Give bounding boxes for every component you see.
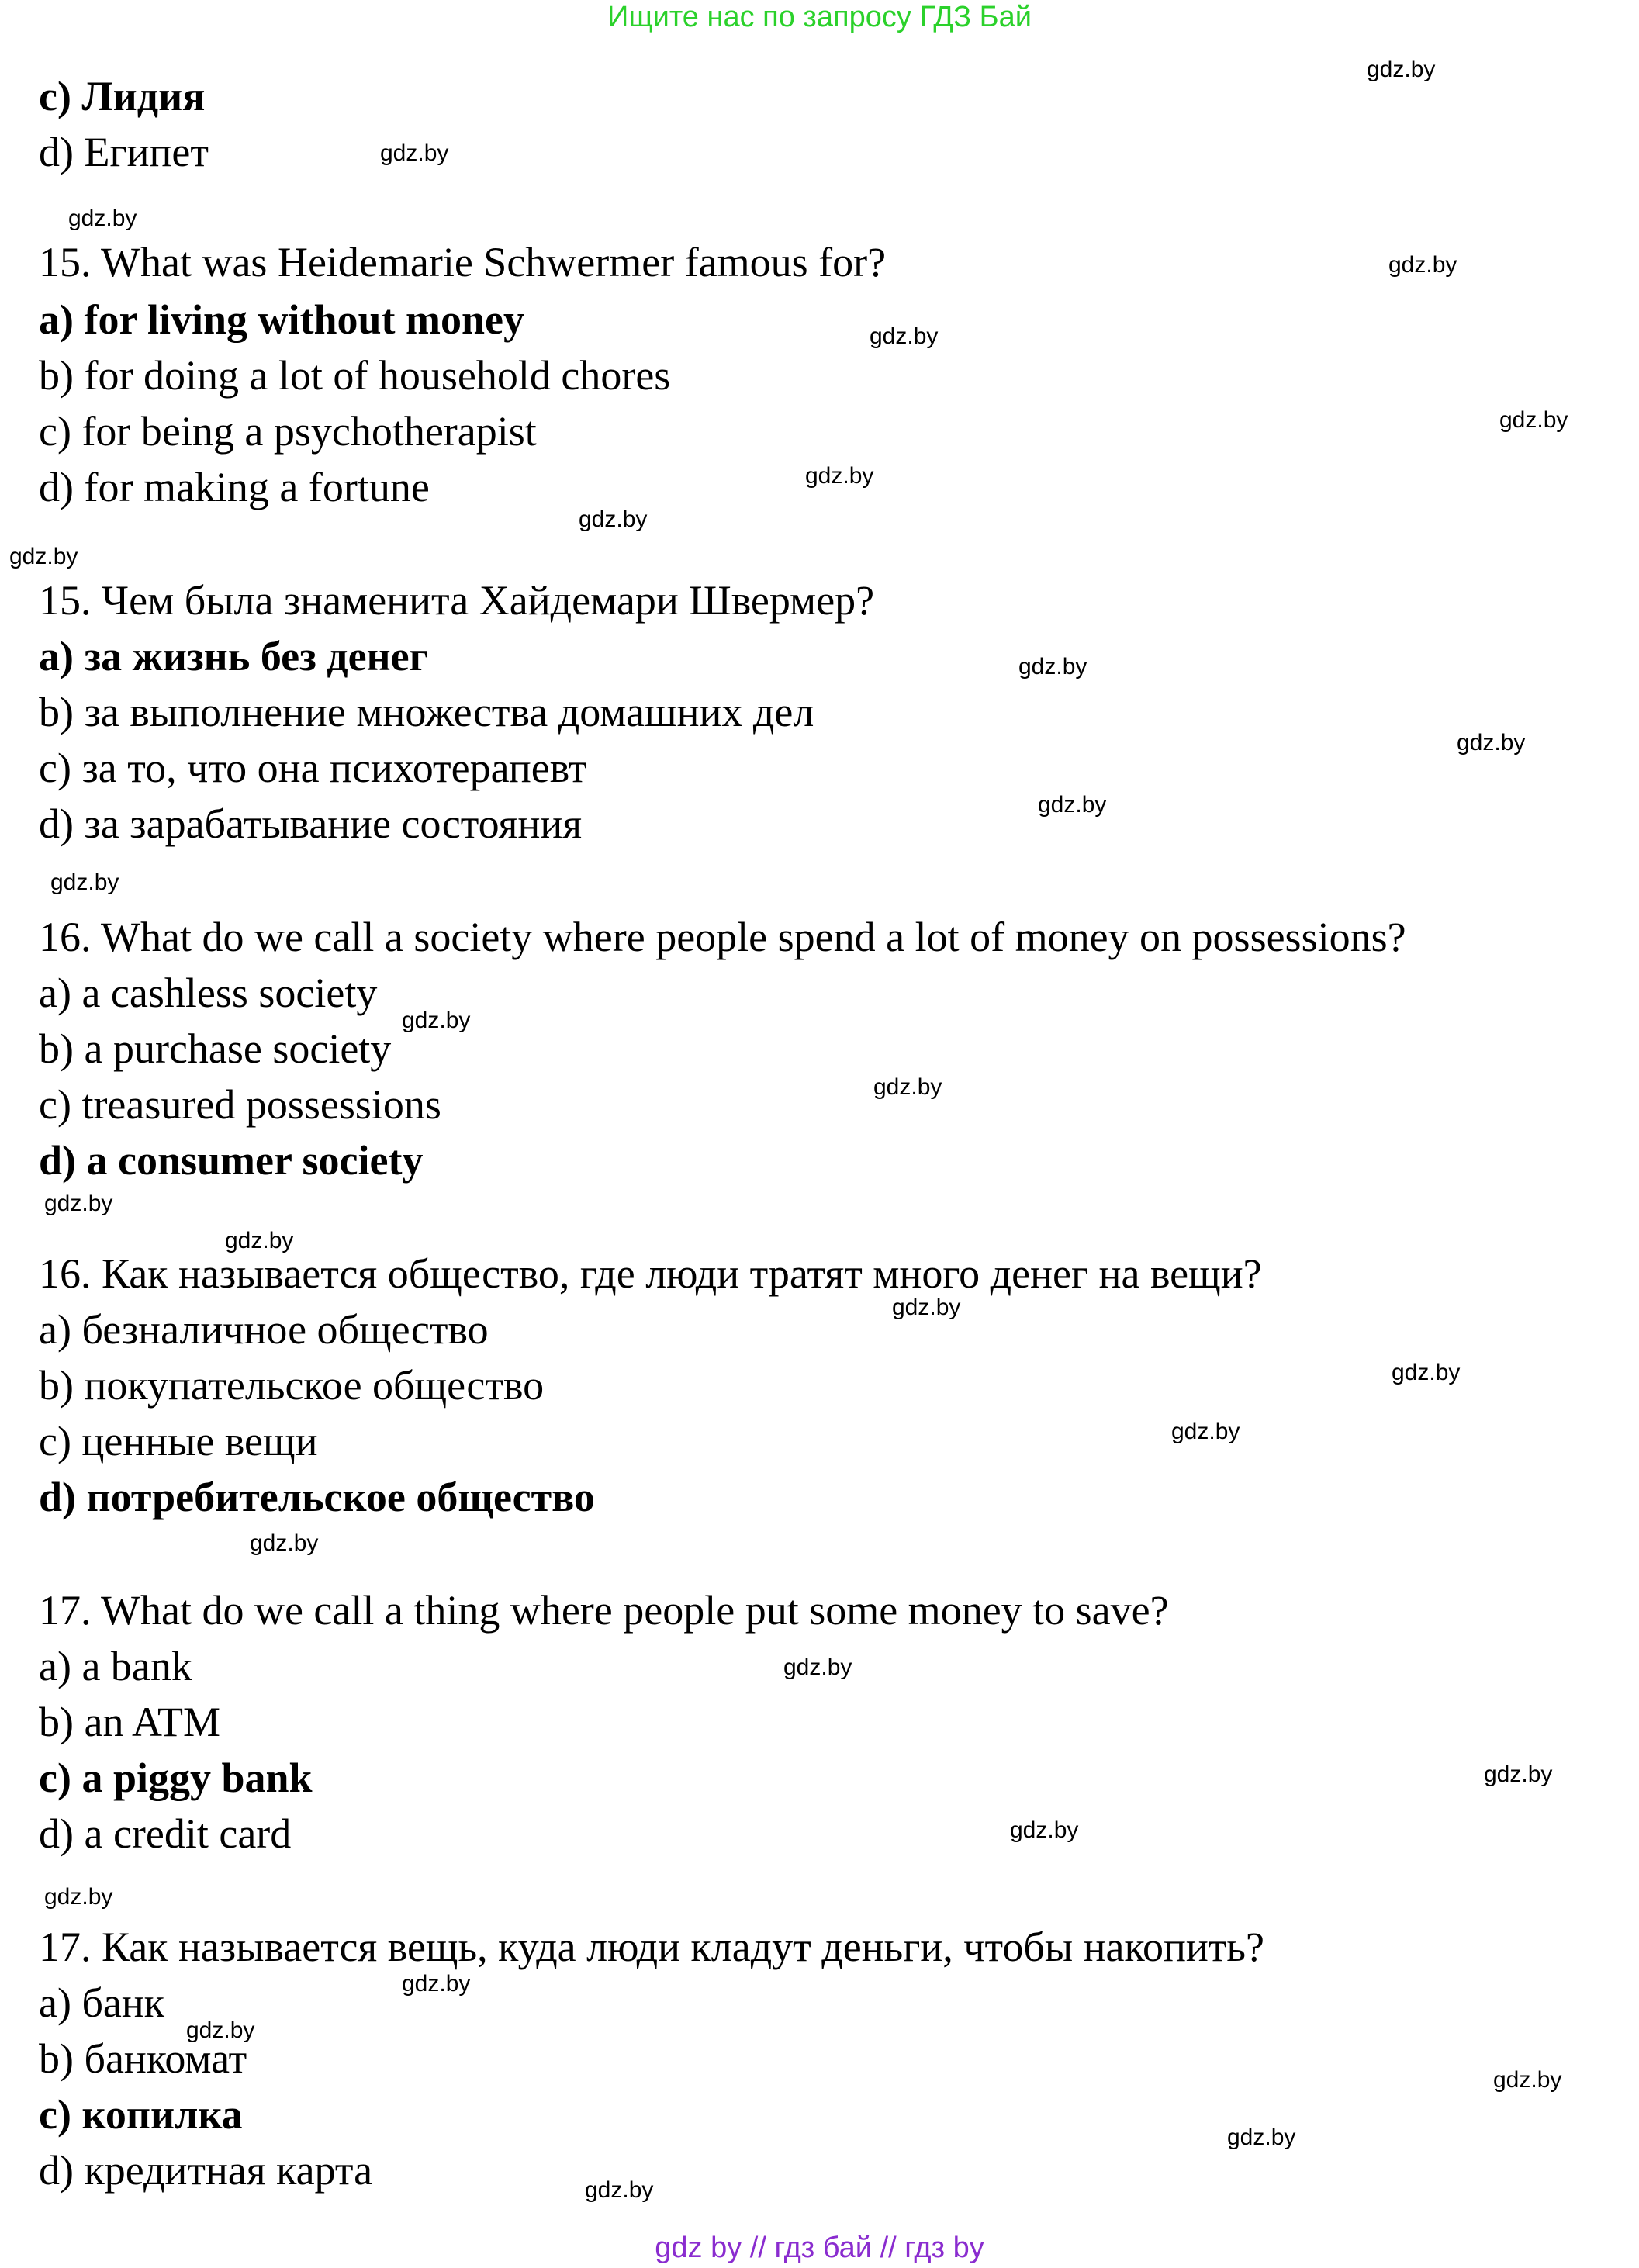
text-line: d) за зарабатывание состояния (39, 800, 583, 847)
watermark-label: gdz.by (402, 1971, 471, 1997)
watermark-label: gdz.by (873, 1074, 942, 1100)
text-line: d) for making a fortune (39, 464, 430, 510)
text-line: 16. What do we call a society where people spend a lot of money on possessions? (39, 914, 1406, 960)
watermark-label: gdz.by (805, 463, 874, 489)
text-line: 15. Чем была знаменита Хайдемари Швермер? (39, 577, 875, 624)
text-line: a) безналичное общество (39, 1306, 489, 1353)
answer-correct: a) за жизнь без денег (39, 633, 429, 679)
answer-correct: d) a consumer society (39, 1137, 424, 1184)
answer-correct: d) потребительское общество (39, 1474, 595, 1520)
watermark-label: gdz.by (1388, 252, 1457, 278)
text-line: b) банкомат (39, 2035, 247, 2082)
watermark-label: gdz.by (1038, 792, 1107, 818)
text-line: 16. Как называется общество, где люди тратят много денег на вещи? (39, 1250, 1262, 1297)
watermark-label: gdz.by (186, 2017, 255, 2043)
footer-links: gdz by // гдз бай // гдз by (655, 2232, 984, 2264)
text-line: c) за то, что она психотерапевт (39, 745, 587, 791)
watermark-label: gdz.by (250, 1530, 319, 1556)
text-line: a) a cashless society (39, 970, 378, 1016)
watermark-label: gdz.by (1484, 1762, 1553, 1787)
watermark-label: gdz.by (9, 544, 78, 569)
watermark-label: gdz.by (50, 870, 119, 895)
watermark-label: gdz.by (44, 1884, 113, 1910)
watermark-label: gdz.by (585, 2177, 654, 2203)
watermark-label: gdz.by (579, 506, 648, 532)
text-line: c) for being a psychotherapist (39, 408, 537, 455)
text-line: a) банк (39, 1979, 165, 2026)
watermark-label: gdz.by (783, 1654, 852, 1680)
answer-correct: c) Лидия (39, 73, 206, 119)
top-banner: Ищите нас по запросу ГДЗ Бай (607, 1, 1032, 33)
watermark-label: gdz.by (1171, 1419, 1240, 1444)
text-line: d) кредитная карта (39, 2147, 373, 2194)
watermark-label: gdz.by (402, 1008, 471, 1033)
watermark-label: gdz.by (1499, 407, 1568, 433)
answer-correct: c) a piggy bank (39, 1755, 313, 1801)
watermark-label: gdz.by (1227, 2125, 1296, 2150)
text-line: 17. What do we call a thing where people put some money to save? (39, 1587, 1169, 1634)
watermark-label: gdz.by (68, 206, 137, 231)
text-line: c) treasured possessions (39, 1081, 441, 1128)
text-line: c) ценные вещи (39, 1418, 318, 1464)
answer-correct: c) копилка (39, 2091, 243, 2138)
text-line: b) an ATM (39, 1699, 220, 1745)
text-line: d) a credit card (39, 1810, 292, 1857)
watermark-label: gdz.by (1010, 1817, 1079, 1843)
watermark-label: gdz.by (1392, 1360, 1461, 1385)
watermark-label: gdz.by (1457, 730, 1526, 755)
watermark-label: gdz.by (870, 323, 939, 349)
text-line: b) for doing a lot of household chores (39, 352, 671, 399)
text-line: 17. Как называется вещь, куда люди кладут деньги, чтобы накопить? (39, 1924, 1264, 1970)
text-line: a) a bank (39, 1643, 192, 1689)
watermark-label: gdz.by (380, 140, 449, 166)
text-line: b) покупательское общество (39, 1362, 545, 1409)
text-line: 15. What was Heidemarie Schwermer famous for? (39, 239, 887, 285)
text-line: d) Египет (39, 129, 209, 175)
watermark-label: gdz.by (892, 1295, 961, 1320)
text-line: b) за выполнение множества домашних дел (39, 689, 814, 735)
watermark-label: gdz.by (1367, 57, 1436, 82)
watermark-label: gdz.by (44, 1191, 113, 1216)
text-line: b) a purchase society (39, 1025, 392, 1072)
watermark-label: gdz.by (1018, 654, 1087, 679)
watermark-label: gdz.by (1493, 2067, 1562, 2093)
watermark-label: gdz.by (225, 1228, 294, 1253)
answer-correct: a) for living without money (39, 296, 525, 343)
